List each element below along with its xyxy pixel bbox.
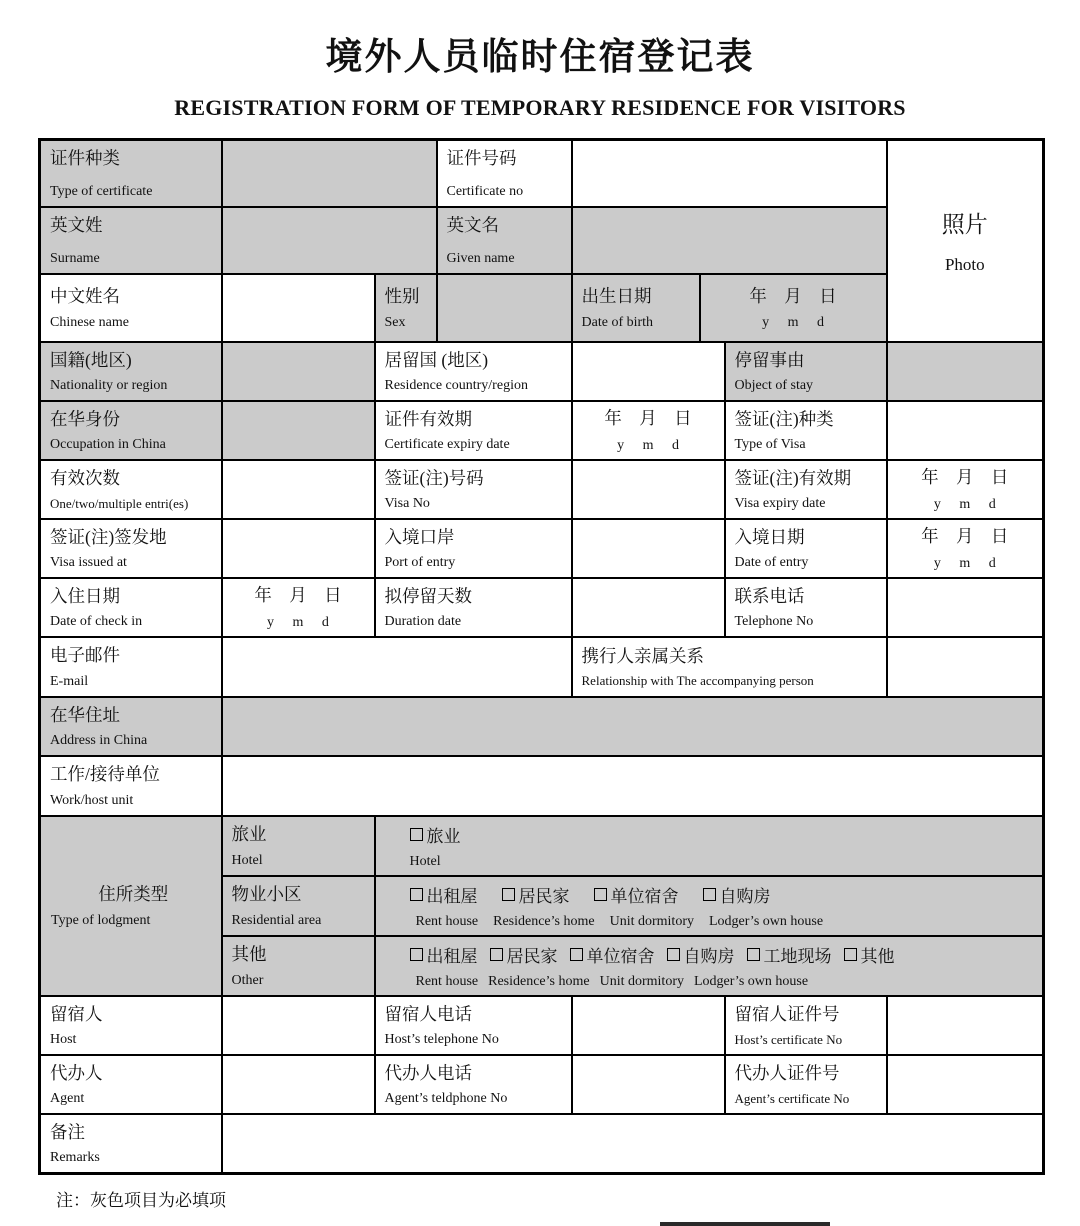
hotel-checkbox[interactable] bbox=[410, 822, 461, 847]
photo-label-en: Photo bbox=[944, 255, 985, 275]
lodging-type-label bbox=[40, 816, 222, 996]
stay-object-label bbox=[725, 342, 887, 401]
cert-type-label-cn: 证件种类 bbox=[50, 148, 120, 169]
sex-input[interactable] bbox=[437, 274, 572, 342]
other-rent-house-en: Rent house bbox=[415, 973, 479, 989]
res-residence-home-cn: 居民家 bbox=[518, 886, 570, 906]
entry-date-label bbox=[725, 519, 887, 578]
form-title-en: REGISTRATION FORM OF TEMPORARY RESIDENCE FOR VISITORS bbox=[174, 95, 906, 120]
remarks-label-cn: 备注 bbox=[50, 1121, 85, 1142]
accompanying-label-en: Relationship with The accompanying person bbox=[581, 673, 814, 689]
agent-tel-label-cn: 代办人电话 bbox=[384, 1062, 472, 1083]
visa-type-input[interactable] bbox=[887, 401, 1044, 460]
email-label-cn: 电子邮件 bbox=[50, 645, 120, 665]
entries-label-cn: 有效次数 bbox=[50, 468, 120, 489]
cert-no-label-en: Certificate no bbox=[446, 183, 524, 199]
lodging-residential-category-cn: 物业小区 bbox=[231, 884, 302, 904]
check-in-date-label-en: Date of check in bbox=[50, 614, 143, 629]
other-own-house-checkbox[interactable] bbox=[667, 942, 735, 967]
telephone-label-cn: 联系电话 bbox=[734, 585, 805, 606]
agent-label bbox=[40, 1055, 222, 1114]
check-in-date-ymd-cn: 年 月 日 bbox=[254, 585, 342, 605]
work-unit-label bbox=[40, 756, 222, 816]
lodging-type-label-cn: 住所类型 bbox=[98, 884, 169, 904]
nationality-label-cn: 国籍(地区) bbox=[50, 349, 132, 370]
host-tel-label-en: Host’s telephone No bbox=[384, 1032, 499, 1047]
checkbox-square-icon bbox=[703, 888, 716, 901]
visa-expiry-label-cn: 签证(注)有效期 bbox=[734, 467, 852, 488]
lodging-residential-options bbox=[375, 876, 1044, 936]
checkbox-square-icon bbox=[844, 948, 857, 961]
telephone-label-en: Telephone No bbox=[734, 614, 814, 629]
checkbox-square-icon bbox=[410, 828, 423, 841]
cert-expiry-label-cn: 证件有效期 bbox=[384, 408, 472, 429]
other-own-house-en: Lodger’s own house bbox=[693, 973, 809, 989]
email-label-en: E-mail bbox=[50, 673, 89, 689]
other-unit-dormitory-checkbox[interactable] bbox=[570, 942, 655, 967]
other-residence-home-en: Residence’s home bbox=[488, 973, 590, 989]
lodging-other-category-en: Other bbox=[231, 972, 264, 988]
stay-object-input[interactable] bbox=[887, 342, 1044, 401]
entries-label bbox=[40, 460, 222, 519]
remarks-label-en: Remarks bbox=[50, 1150, 100, 1165]
sex-label-en: Sex bbox=[384, 314, 406, 330]
checkbox-square-icon bbox=[667, 948, 680, 961]
check-in-date-label bbox=[40, 578, 222, 637]
nationality-label bbox=[40, 342, 222, 401]
occupation-label-en: Occupation in China bbox=[50, 437, 166, 452]
lodging-hotel-category-label bbox=[222, 816, 375, 876]
lodging-residential-category-en: Residential area bbox=[231, 912, 322, 928]
other-other-checkbox[interactable] bbox=[844, 942, 895, 967]
birth-date-label bbox=[572, 274, 700, 342]
lodging-other-category-label bbox=[222, 936, 375, 996]
cert-type-label bbox=[40, 140, 222, 207]
res-unit-dormitory-en: Unit dormitory bbox=[609, 913, 694, 929]
surname-label-en: Surname bbox=[50, 250, 100, 266]
entries-label-en: One/two/multiple entri(es) bbox=[50, 495, 189, 511]
occupation-label bbox=[40, 401, 222, 460]
surname-label bbox=[40, 207, 222, 274]
hotel-option-en: Hotel bbox=[409, 853, 441, 869]
res-own-house-en: Lodger’s own house bbox=[708, 913, 824, 929]
birth-date-ymd-cn: 年 月 日 bbox=[749, 285, 837, 306]
stay-object-label-en: Object of stay bbox=[734, 378, 814, 393]
entry-date-input[interactable] bbox=[887, 519, 1044, 578]
lodging-hotel-options bbox=[375, 816, 1044, 876]
nationality-label-en: Nationality or region bbox=[50, 378, 168, 393]
agent-input[interactable] bbox=[222, 1055, 375, 1114]
cert-no-label bbox=[437, 140, 572, 207]
work-unit-label-en: Work/host unit bbox=[50, 792, 134, 808]
residence-country-label-cn: 居留国 (地区) bbox=[384, 349, 489, 370]
cert-expiry-label-en: Certificate expiry date bbox=[384, 437, 510, 452]
lodging-type-label-en: Type of lodgment bbox=[51, 912, 151, 928]
other-unit-dormitory-cn: 单位宿舍 bbox=[586, 946, 655, 966]
agent-tel-label-en: Agent’s teldphone No bbox=[384, 1091, 508, 1106]
visa-type-label bbox=[725, 401, 887, 460]
entry-date-label-en: Date of entry bbox=[734, 555, 809, 570]
res-own-house-checkbox[interactable] bbox=[703, 882, 771, 907]
other-residence-home-cn: 居民家 bbox=[506, 946, 558, 966]
photo-label-cn: 照片 bbox=[941, 212, 988, 238]
agent-tel-label bbox=[375, 1055, 572, 1114]
hotel-option-cn: 旅业 bbox=[426, 826, 461, 846]
visa-expiry-ymd-en: y m d bbox=[933, 496, 996, 512]
visa-no-label-cn: 签证(注)号码 bbox=[384, 467, 484, 488]
other-residence-home-checkbox[interactable] bbox=[490, 942, 558, 967]
cert-type-input[interactable] bbox=[222, 140, 437, 207]
port-of-entry-label-en: Port of entry bbox=[384, 555, 456, 570]
cert-no-label-cn: 证件号码 bbox=[446, 148, 517, 169]
duration-label-cn: 拟停留天数 bbox=[384, 585, 472, 606]
form-title-cn: 境外人员临时住宿登记表 bbox=[325, 36, 755, 77]
port-of-entry-input[interactable] bbox=[572, 519, 725, 578]
nationality-input[interactable] bbox=[222, 342, 375, 401]
telephone-label bbox=[725, 578, 887, 637]
checkbox-square-icon bbox=[490, 948, 503, 961]
duration-label-en: Duration date bbox=[384, 614, 462, 629]
stay-object-label-cn: 停留事由 bbox=[734, 349, 805, 370]
residence-country-label-en: Residence country/region bbox=[384, 378, 528, 393]
checkbox-square-icon bbox=[570, 948, 583, 961]
cert-expiry-ymd-cn: 年 月 日 bbox=[604, 408, 692, 428]
res-residence-home-checkbox[interactable] bbox=[502, 882, 570, 907]
res-rent-house-cn: 出租屋 bbox=[426, 886, 478, 906]
agent-cert-label-cn: 代办人证件号 bbox=[734, 1063, 840, 1084]
given-name-label bbox=[437, 207, 572, 274]
entry-date-ymd-cn: 年 月 日 bbox=[921, 526, 1009, 546]
agent-cert-label bbox=[725, 1055, 887, 1114]
visa-expiry-input[interactable] bbox=[887, 460, 1044, 519]
lodging-hotel-category-en: Hotel bbox=[231, 852, 263, 868]
birth-date-ymd-en: y m d bbox=[762, 315, 824, 330]
photo-area[interactable] bbox=[887, 140, 1044, 342]
checkbox-square-icon bbox=[747, 948, 760, 961]
birth-date-input[interactable] bbox=[700, 274, 887, 342]
visa-no-input[interactable] bbox=[572, 460, 725, 519]
address-input[interactable] bbox=[222, 697, 1044, 756]
accompanying-label bbox=[572, 637, 887, 697]
given-name-label-cn: 英文名 bbox=[446, 215, 499, 235]
chinese-name-input[interactable] bbox=[222, 274, 375, 342]
address-label bbox=[40, 697, 222, 756]
other-other-cn: 其他 bbox=[860, 946, 895, 966]
other-unit-dormitory-en: Unit dormitory bbox=[599, 973, 684, 989]
lodging-other-category-cn: 其他 bbox=[231, 944, 267, 964]
visa-no-label-en: Visa No bbox=[384, 496, 430, 511]
other-rent-house-checkbox[interactable] bbox=[410, 942, 478, 967]
visa-issued-at-label-en: Visa issued at bbox=[50, 555, 127, 570]
surname-label-cn: 英文姓 bbox=[50, 215, 103, 235]
visa-issued-at-label-cn: 签证(注)签发地 bbox=[50, 526, 167, 547]
checkbox-square-icon bbox=[410, 948, 423, 961]
required-fields-note: 注：灰色项目为必填项 bbox=[56, 1190, 226, 1210]
visa-no-label bbox=[375, 460, 572, 519]
visa-expiry-label-en: Visa expiry date bbox=[734, 496, 826, 511]
host-cert-input[interactable] bbox=[887, 996, 1044, 1055]
host-tel-label bbox=[375, 996, 572, 1055]
lodging-residential-category-label bbox=[222, 876, 375, 936]
page-edge-artifact bbox=[660, 1222, 830, 1226]
agent-label-en: Agent bbox=[50, 1091, 85, 1106]
checkbox-square-icon bbox=[410, 888, 423, 901]
port-of-entry-label-cn: 入境口岸 bbox=[384, 526, 455, 547]
birth-date-label-cn: 出生日期 bbox=[581, 286, 652, 306]
address-label-en: Address in China bbox=[50, 733, 148, 748]
chinese-name-label-cn: 中文姓名 bbox=[50, 286, 120, 306]
visa-expiry-label bbox=[725, 460, 887, 519]
res-unit-dormitory-checkbox[interactable] bbox=[594, 882, 679, 907]
visa-type-label-en: Type of Visa bbox=[734, 437, 806, 452]
res-rent-house-en: Rent house bbox=[415, 913, 479, 929]
sex-label bbox=[375, 274, 437, 342]
host-label-cn: 留宿人 bbox=[50, 1003, 103, 1024]
email-input[interactable] bbox=[222, 637, 572, 697]
port-of-entry-label bbox=[375, 519, 572, 578]
chinese-name-label-en: Chinese name bbox=[50, 314, 129, 330]
given-name-label-en: Given name bbox=[446, 250, 515, 266]
email-label bbox=[40, 637, 222, 697]
duration-input[interactable] bbox=[572, 578, 725, 637]
remarks-label bbox=[40, 1114, 222, 1174]
agent-cert-label-en: Agent’s certificate No bbox=[734, 1090, 850, 1106]
other-own-house-cn: 自购房 bbox=[683, 946, 735, 966]
res-rent-house-checkbox[interactable] bbox=[410, 882, 478, 907]
res-unit-dormitory-cn: 单位宿舍 bbox=[610, 886, 679, 906]
cert-expiry-label bbox=[375, 401, 572, 460]
remarks-input[interactable] bbox=[222, 1114, 1044, 1174]
host-cert-label-cn: 留宿人证件号 bbox=[734, 1004, 840, 1025]
agent-tel-input[interactable] bbox=[572, 1055, 725, 1114]
occupation-label-cn: 在华身份 bbox=[50, 408, 120, 429]
visa-type-label-cn: 签证(注)种类 bbox=[734, 408, 834, 429]
cert-no-input[interactable] bbox=[572, 140, 887, 207]
host-cert-label bbox=[725, 996, 887, 1055]
other-site-checkbox[interactable] bbox=[747, 942, 832, 967]
visa-expiry-ymd-cn: 年 月 日 bbox=[921, 467, 1009, 487]
address-label-cn: 在华住址 bbox=[50, 704, 120, 725]
birth-date-label-en: Date of birth bbox=[581, 314, 654, 330]
residence-country-input[interactable] bbox=[572, 342, 725, 401]
host-tel-input[interactable] bbox=[572, 996, 725, 1055]
cert-expiry-input[interactable] bbox=[572, 401, 725, 460]
check-in-date-input[interactable] bbox=[222, 578, 375, 637]
entry-date-ymd-en: y m d bbox=[933, 555, 996, 571]
surname-input[interactable] bbox=[222, 207, 437, 274]
checkbox-square-icon bbox=[594, 888, 607, 901]
duration-label bbox=[375, 578, 572, 637]
entries-input[interactable] bbox=[222, 460, 375, 519]
telephone-input[interactable] bbox=[887, 578, 1044, 637]
visa-issued-at-input[interactable] bbox=[222, 519, 375, 578]
cert-expiry-ymd-en: y m d bbox=[617, 437, 679, 453]
res-residence-home-en: Residence’s home bbox=[493, 913, 595, 929]
host-cert-label-en: Host’s certificate No bbox=[734, 1031, 843, 1047]
visa-issued-at-label bbox=[40, 519, 222, 578]
registration-form-table bbox=[38, 138, 1045, 1175]
res-own-house-cn: 自购房 bbox=[719, 886, 771, 906]
lodging-hotel-category-cn: 旅业 bbox=[231, 824, 267, 844]
work-unit-label-cn: 工作/接待单位 bbox=[50, 764, 160, 784]
entry-date-label-cn: 入境日期 bbox=[734, 526, 805, 547]
agent-cert-input[interactable] bbox=[887, 1055, 1044, 1114]
work-unit-input[interactable] bbox=[222, 756, 1044, 816]
host-label bbox=[40, 996, 222, 1055]
accompanying-label-cn: 携行人亲属关系 bbox=[581, 645, 705, 666]
chinese-name-label bbox=[40, 274, 222, 342]
agent-label-cn: 代办人 bbox=[50, 1062, 103, 1083]
other-rent-house-cn: 出租屋 bbox=[426, 946, 478, 966]
occupation-input[interactable] bbox=[222, 401, 375, 460]
cert-type-label-en: Type of certificate bbox=[50, 183, 153, 199]
sex-label-cn: 性别 bbox=[384, 286, 420, 306]
host-tel-label-cn: 留宿人电话 bbox=[384, 1003, 472, 1024]
host-input[interactable] bbox=[222, 996, 375, 1055]
accompanying-input[interactable] bbox=[887, 637, 1044, 697]
check-in-date-label-cn: 入住日期 bbox=[50, 585, 120, 606]
other-site-cn: 工地现场 bbox=[763, 946, 832, 966]
checkbox-square-icon bbox=[502, 888, 515, 901]
host-label-en: Host bbox=[50, 1032, 77, 1047]
given-name-input[interactable] bbox=[572, 207, 887, 274]
check-in-date-ymd-en: y m d bbox=[267, 614, 329, 630]
lodging-other-options bbox=[375, 936, 1044, 996]
residence-country-label bbox=[375, 342, 572, 401]
